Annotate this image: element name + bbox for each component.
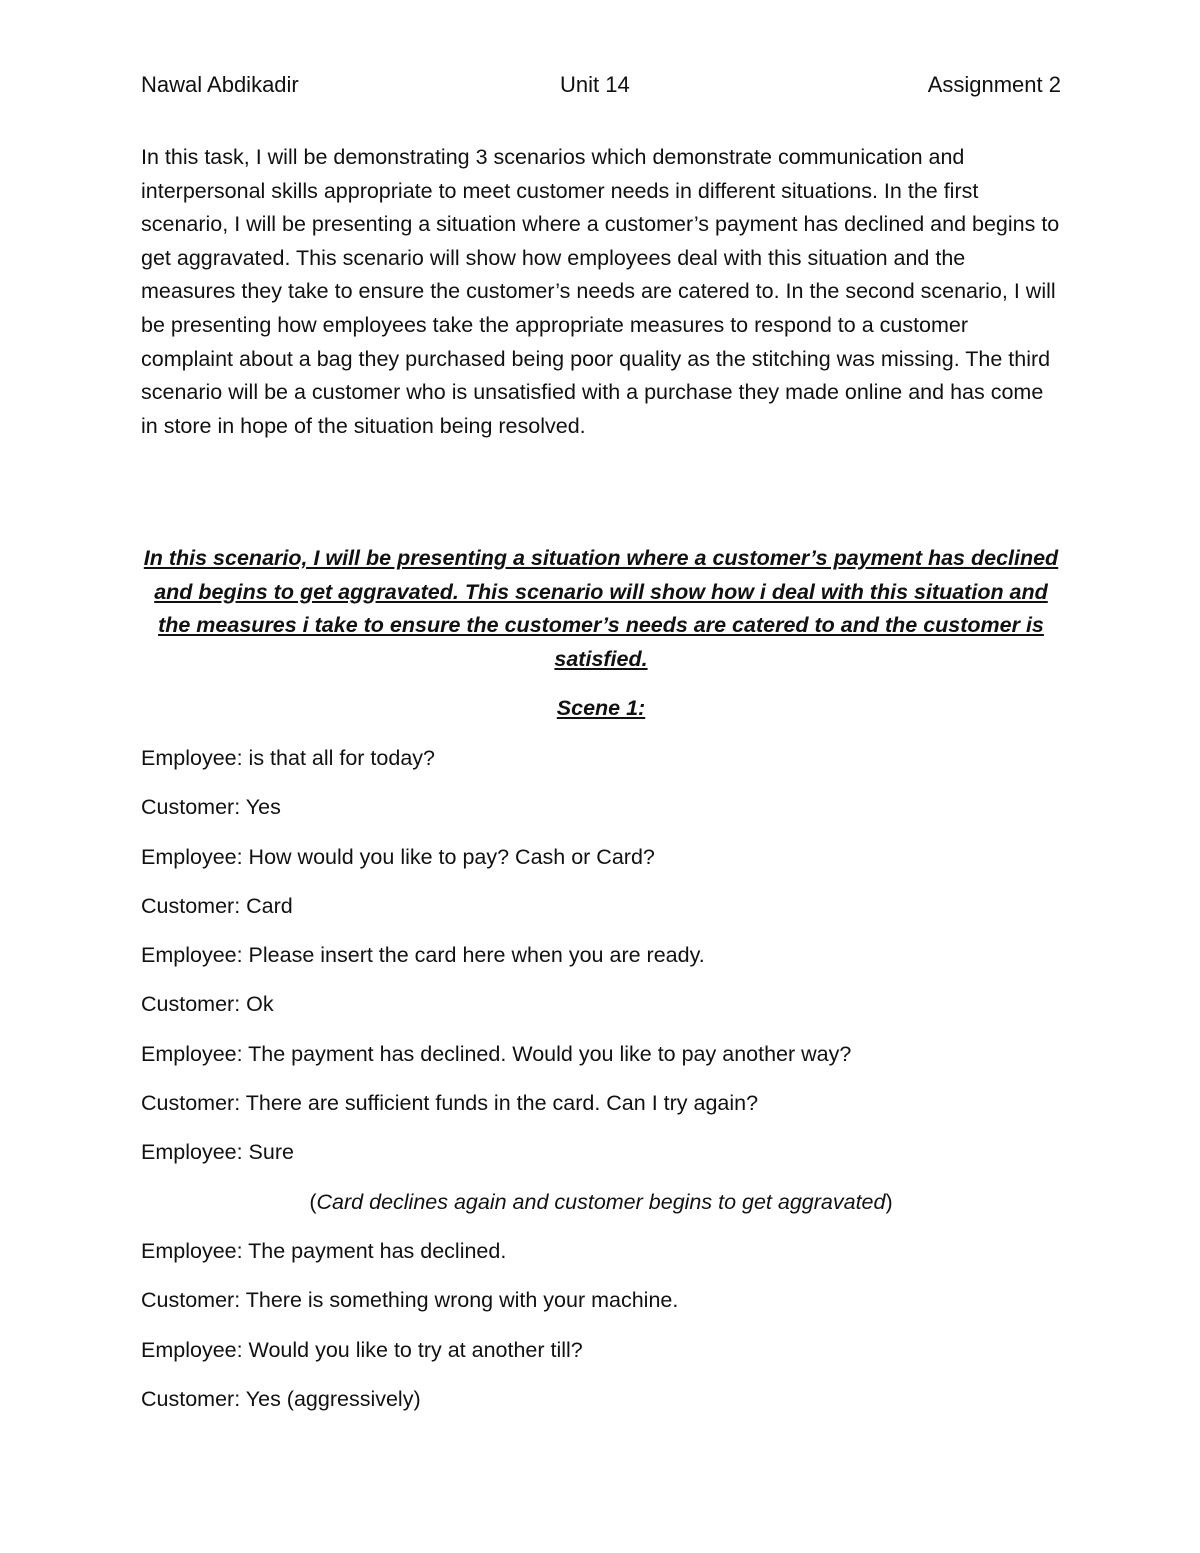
dialogue xyxy=(141,741,1061,1431)
stage-direction-open: ( xyxy=(309,1189,317,1214)
dialogue-line: Customer: There is something wrong with your machine. xyxy=(141,1288,679,1313)
dialogue-line: Employee: is that all for today? xyxy=(141,746,435,770)
assignment-label: Assignment 2 xyxy=(927,72,1061,97)
unit-label: Unit 14 xyxy=(560,72,630,97)
page-header xyxy=(141,68,1061,102)
dialogue-line: Customer: Yes xyxy=(141,795,281,820)
dialogue-line: Employee: Sure xyxy=(141,1140,294,1165)
dialogue-line: Employee: The payment has declined. xyxy=(141,1238,507,1263)
stage-direction-close: ) xyxy=(885,1189,893,1214)
dialogue-line: Customer: Card xyxy=(141,893,293,918)
stage-direction xyxy=(141,1185,1061,1219)
dialogue-line: Customer: Yes (aggressively) xyxy=(141,1386,421,1411)
dialogue-line: Customer: There are sufficient funds in the card. Can I try again? xyxy=(141,1091,759,1116)
scenario-heading: In this scenario, I will be presenting a situation where a customer’s payment has declined and begins to get aggravated. This scenario will show how i deal with this situation and the measures i take to ensure the customer’s needs are catered to and the customer is satisfied. xyxy=(143,546,1059,671)
author-name: Nawal Abdikadir xyxy=(141,72,299,97)
dialogue-line: Customer: Ok xyxy=(141,992,274,1017)
intro-paragraph: In this task, I will be demonstrating 3 scenarios which demonstrate communication and interpersonal skills appropriate to meet customer needs in different situations. In the first scenario, I will be presenting a situation where a customer’s payment has declined and begins to get aggravated. This scenario will show how employees deal with this situation and the measures they take to ensure the customer’s needs are catered to. In the second scenario, I will be presenting how employees take the appropriate measures to respond to a customer complaint about a bag they purchased being poor quality as the stitching was missing. The third scenario will be a customer who is unsatisfied with a purchase they made online and has come in store in hope of the situation being resolved. xyxy=(141,145,1060,438)
stage-direction-text: Card declines again and customer begins to get aggravated xyxy=(316,1189,886,1214)
dialogue-line: Employee: How would you like to pay? Cash or Card? xyxy=(141,844,655,869)
dialogue-line: Employee: Please insert the card here when you are ready. xyxy=(141,943,705,968)
dialogue-line: Employee: The payment has declined. Would you like to pay another way? xyxy=(141,1041,852,1066)
dialogue-line: Employee: Would you like to try at another till? xyxy=(141,1337,583,1362)
scene-title: Scene 1: xyxy=(556,696,646,720)
